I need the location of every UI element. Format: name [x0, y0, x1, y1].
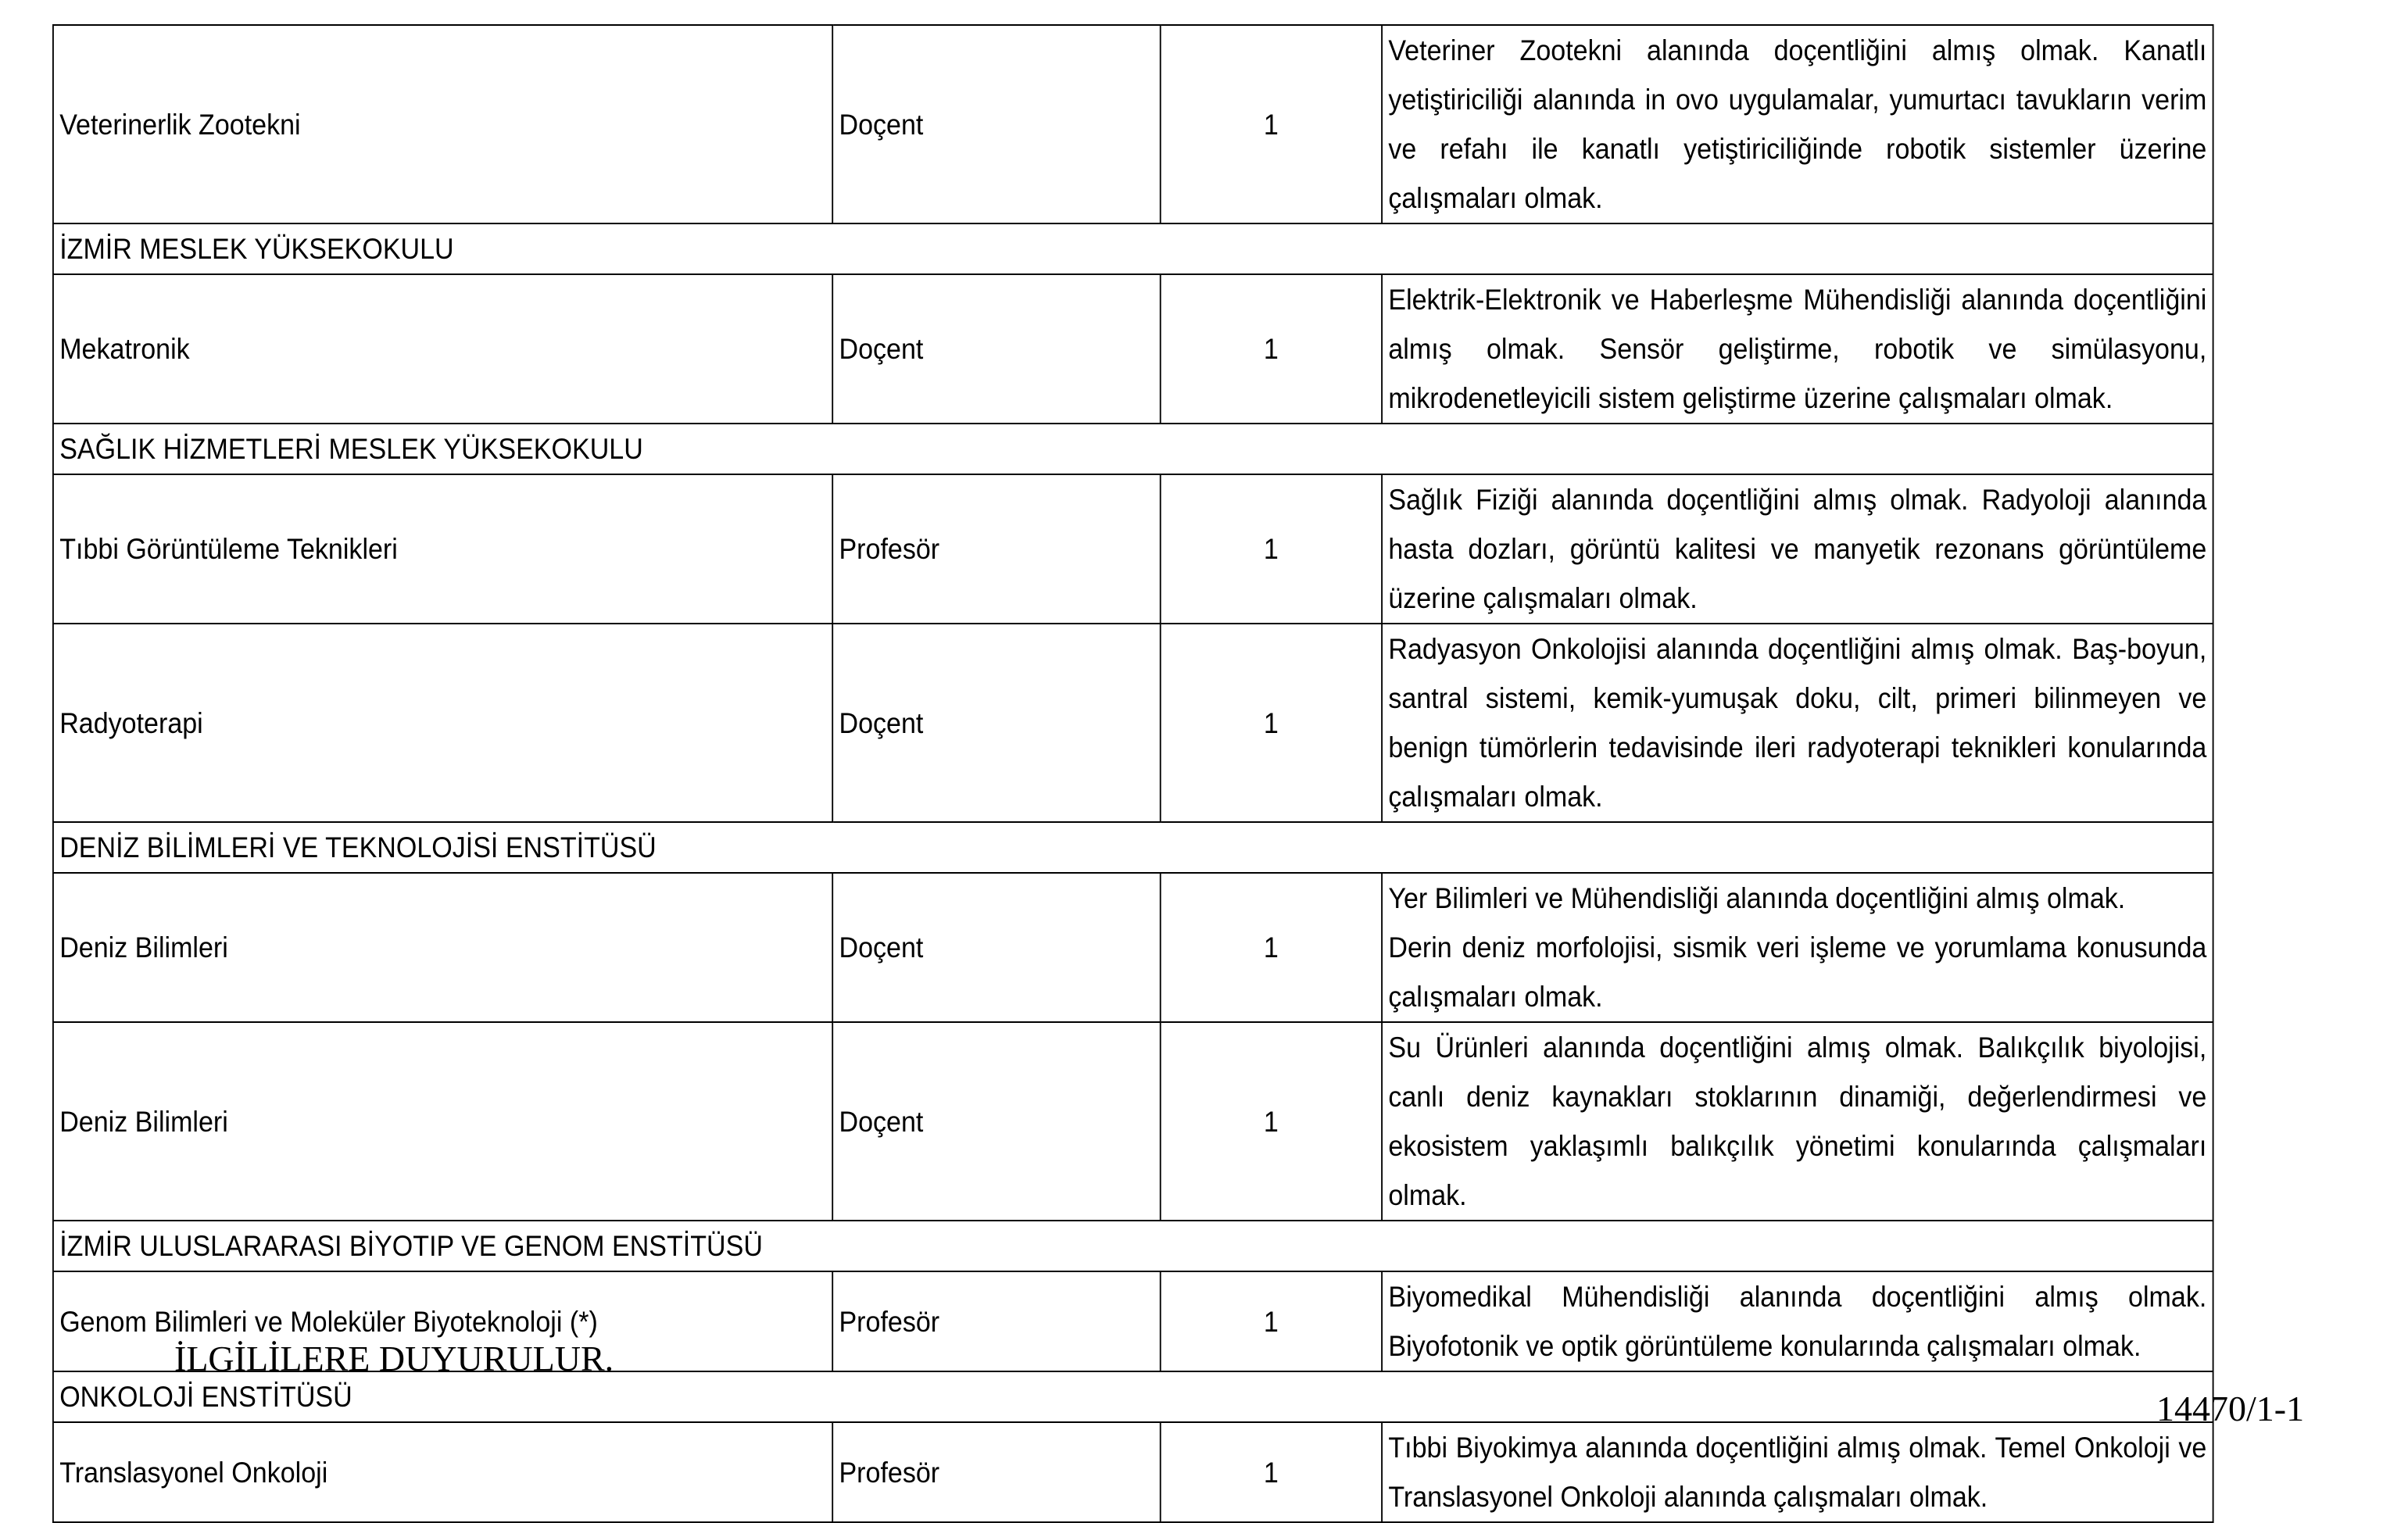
department-cell: Veterinerlik Zootekni: [53, 25, 832, 223]
title-cell: Doçent: [832, 873, 1161, 1022]
requirement-cell: Sağlık Fiziği alanında doçentliğini almış olmak. Radyoloji alanında hasta dozları, görüntü kalitesi ve manyetik rezonans görüntüleme üzerine çalışmaları olmak.: [1382, 474, 2213, 624]
title-cell: Profesör: [832, 1422, 1161, 1522]
requirement-cell: [1382, 873, 2213, 1022]
department-cell: Tıbbi Görüntüleme Teknikleri: [53, 474, 832, 624]
department-cell: Genom Bilimleri ve Moleküler Biyoteknoloji (*): [53, 1271, 832, 1371]
title-cell: Doçent: [832, 25, 1161, 223]
position-count-cell: 1: [1161, 873, 1382, 1022]
position-count-cell: 1: [1161, 1022, 1382, 1221]
announcement-note: İLGİLİLERE DUYURULUR.: [174, 1339, 614, 1378]
section-title: ONKOLOJİ ENSTİTÜSÜ: [53, 1371, 2213, 1422]
position-count-cell: 1: [1161, 624, 1382, 822]
requirement-line: Derin deniz morfolojisi, sismik veri işleme ve yorumlama konusunda çalışmaları olmak.: [1388, 931, 2207, 1013]
position-count-cell: 1: [1161, 25, 1382, 223]
requirement-cell: Su Ürünleri alanında doçentliğini almış olmak. Balıkçılık biyolojisi, canlı deniz kaynakları stoklarının dinamiği, değerlendirmesi ve ekosistem yaklaşımlı balıkçılık yönetimi konularında çalışmaları olmak.: [1382, 1022, 2213, 1221]
requirement-cell: Elektrik-Elektronik ve Haberleşme Mühendisliği alanında doçentliğini almış olmak. Sensör geliştirme, robotik ve simülasyonu, mikrodenetleyicili sistem geliştirme üzerine çalışmaları olmak.: [1382, 274, 2213, 424]
table-row: [53, 274, 2213, 424]
department-cell: Translasyonel Onkoloji: [53, 1422, 832, 1522]
title-cell: Profesör: [832, 474, 1161, 624]
section-header-row: [53, 223, 2213, 274]
requirement-cell: Tıbbi Biyokimya alanında doçentliğini almış olmak. Temel Onkoloji ve Translasyonel Onkoloji alanında çalışmaları olmak.: [1382, 1422, 2213, 1522]
table-row: [53, 1422, 2213, 1522]
department-cell: Deniz Bilimleri: [53, 873, 832, 1022]
department-cell: Radyoterapi: [53, 624, 832, 822]
table-row: [53, 25, 2213, 223]
section-title: DENİZ BİLİMLERİ VE TEKNOLOJİSİ ENSTİTÜSÜ: [53, 822, 2213, 873]
title-cell: Doçent: [832, 274, 1161, 424]
section-title: İZMİR ULUSLARARASI BİYOTIP VE GENOM ENSTİTÜSÜ: [53, 1221, 2213, 1271]
table-row: [53, 624, 2213, 822]
requirement-cell: Veteriner Zootekni alanında doçentliğini almış olmak. Kanatlı yetiştiriciliği alanında in ovo uygulamalar, yumurtacı tavukların verim ve refahı ile kanatlı yetiştiriciliğinde robotik sistemler üzerine çalışmaları olmak.: [1382, 25, 2213, 223]
requirement-cell: Radyasyon Onkolojisi alanında doçentliğini almış olmak. Baş-boyun, santral sistemi, kemik-yumuşak doku, cilt, primeri bilinmeyen ve benign tümörlerin tedavisinde ileri radyoterapi teknikleri konularında çalışmaları olmak.: [1382, 624, 2213, 822]
vacancy-table: [52, 24, 2214, 1523]
section-title: İZMİR MESLEK YÜKSEKOKULU: [53, 223, 2213, 274]
requirement-line: Yer Bilimleri ve Mühendisliği alanında doçentliğini almış olmak.: [1388, 882, 2126, 914]
position-count-cell: 1: [1161, 1422, 1382, 1522]
title-cell: Profesör: [832, 1271, 1161, 1371]
section-title: SAĞLIK HİZMETLERİ MESLEK YÜKSEKOKULU: [53, 424, 2213, 474]
title-cell: Doçent: [832, 624, 1161, 822]
document-code: 14470/1-1: [2156, 1389, 2305, 1428]
title-cell: Doçent: [832, 1022, 1161, 1221]
department-cell: Deniz Bilimleri: [53, 1022, 832, 1221]
section-header-row: [53, 822, 2213, 873]
table-row: [53, 873, 2213, 1022]
position-count-cell: 1: [1161, 1271, 1382, 1371]
table-row: [53, 1022, 2213, 1221]
vacancy-table-body: [53, 25, 2213, 1522]
section-header-row: [53, 424, 2213, 474]
table-row: [53, 474, 2213, 624]
position-count-cell: 1: [1161, 474, 1382, 624]
section-header-row: [53, 1221, 2213, 1271]
requirement-cell: Biyomedikal Mühendisliği alanında doçentliğini almış olmak. Biyofotonik ve optik görüntüleme konularında çalışmaları olmak.: [1382, 1271, 2213, 1371]
position-count-cell: 1: [1161, 274, 1382, 424]
department-cell: Mekatronik: [53, 274, 832, 424]
